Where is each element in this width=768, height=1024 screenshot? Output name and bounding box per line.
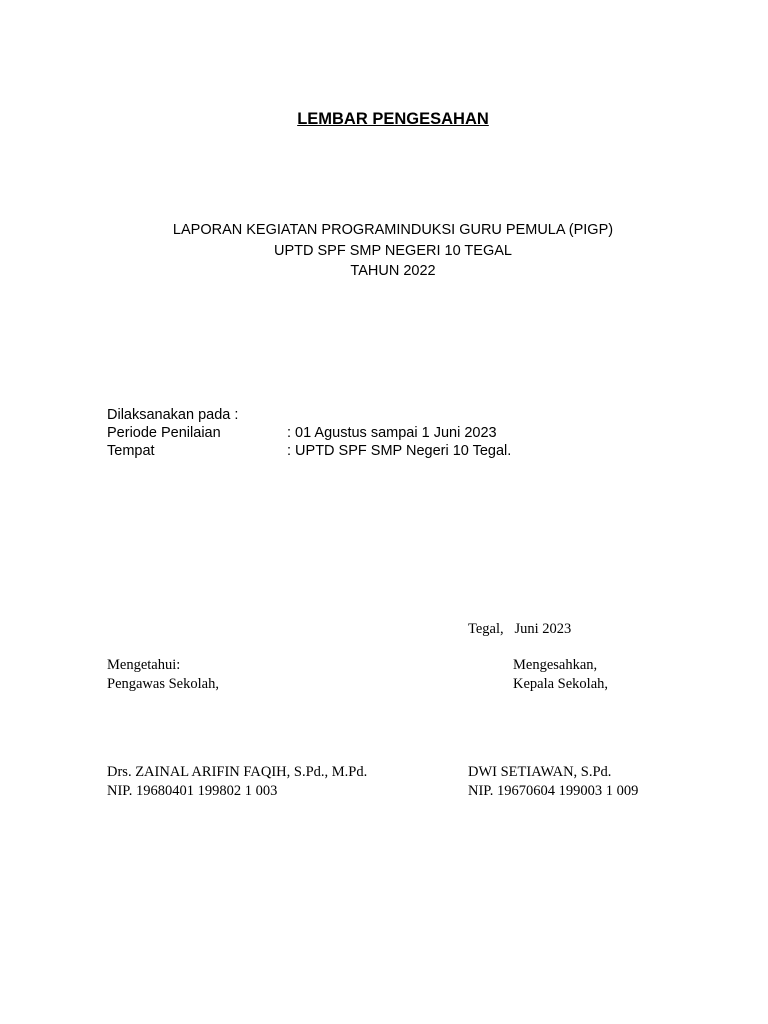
place-label: Tempat xyxy=(107,443,155,459)
report-heading-line-2: UPTD SPF SMP NEGERI 10 TEGAL xyxy=(274,242,512,259)
report-heading xyxy=(0,220,768,282)
right-signatory-nip: NIP. 19670604 199003 1 009 xyxy=(468,783,639,799)
period-value: : 01 Agustus sampai 1 Juni 2023 xyxy=(287,425,497,441)
details-intro: Dilaksanakan pada : xyxy=(107,407,239,423)
right-signatory-role xyxy=(513,656,608,694)
left-signatory-identity xyxy=(107,763,367,801)
right-role-line-1: Mengesahkan, xyxy=(513,657,598,673)
left-role-line-2: Pengawas Sekolah, xyxy=(107,676,219,692)
place-date-line: Tegal, Juni 2023 xyxy=(468,621,572,637)
right-signatory-identity xyxy=(468,763,638,801)
left-role-line-1: Mengetahui: xyxy=(107,657,181,673)
details-row-place xyxy=(107,442,511,460)
left-signatory-name: Drs. ZAINAL ARIFIN FAQIH, S.Pd., M.Pd. xyxy=(107,764,368,780)
document-title: LEMBAR PENGESAHAN xyxy=(297,110,489,128)
report-heading-line-1: LAPORAN KEGIATAN PROGRAMINDUKSI GURU PEMULA (PIGP) xyxy=(172,222,614,238)
right-role-line-2: Kepala Sekolah, xyxy=(513,676,609,692)
left-signatory-nip: NIP. 19680401 199802 1 003 xyxy=(107,783,278,799)
period-label: Periode Penilaian xyxy=(107,425,221,441)
place-value: : UPTD SPF SMP Negeri 10 Tegal. xyxy=(287,443,512,459)
activity-details xyxy=(107,406,511,460)
left-signatory-role xyxy=(107,656,219,694)
report-heading-line-3: TAHUN 2022 xyxy=(350,263,436,279)
right-signatory-name: DWI SETIAWAN, S.Pd. xyxy=(468,764,612,780)
details-row-period xyxy=(107,424,511,442)
